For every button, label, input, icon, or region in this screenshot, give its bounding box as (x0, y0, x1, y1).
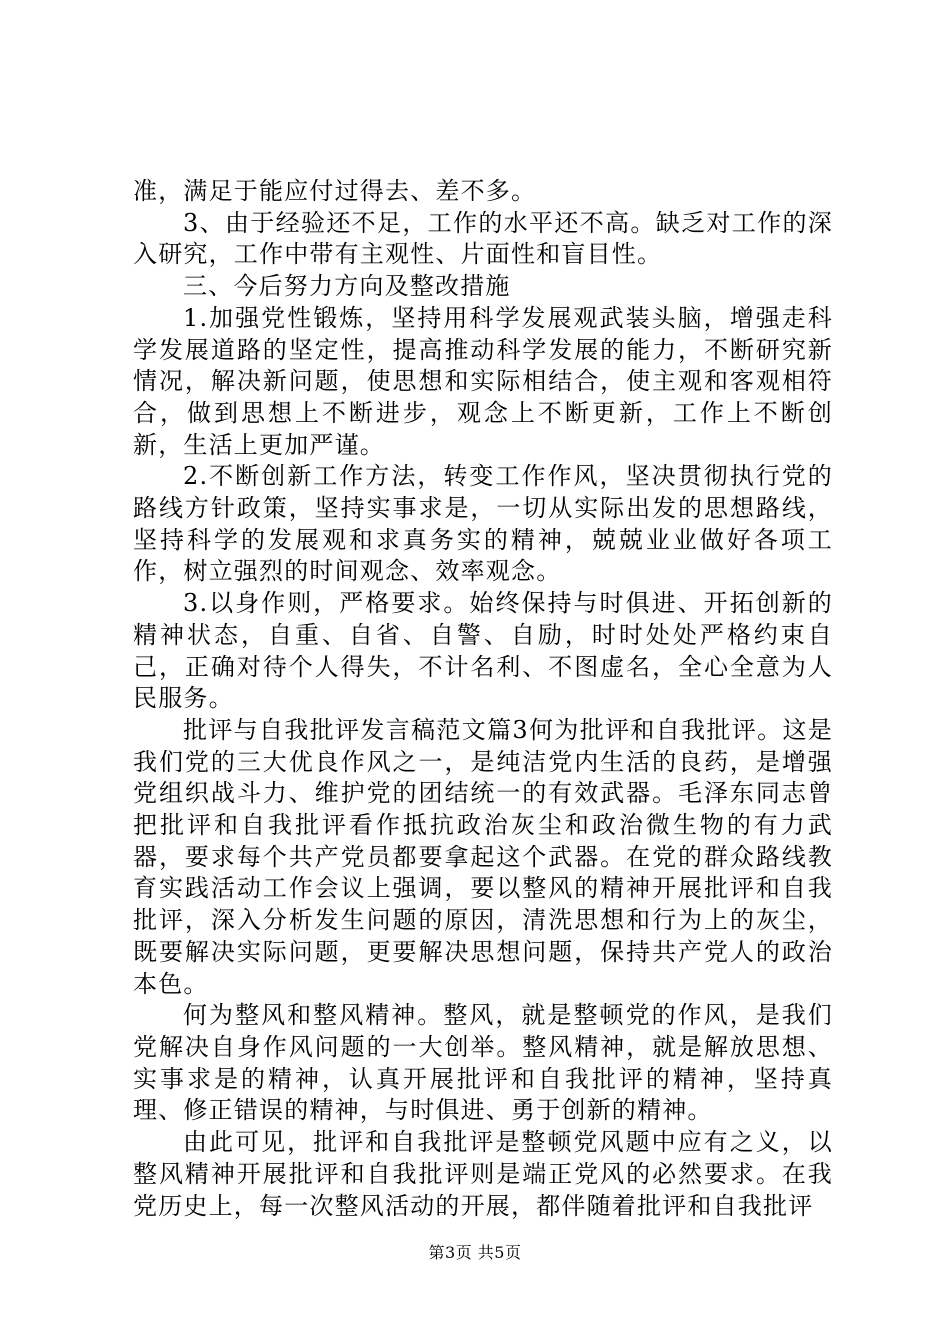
paragraph: 准，满足于能应付过得去、差不多。 (133, 177, 537, 205)
paragraph: 何为整风和整风精神。整风，就是整顿党的作风，是我们党解决自身作风问题的一大创举。整风精神，就是解放思想、实事求是的精神，认真开展批评和自我批评的精神，坚持真理、修正错误的精神，与时俱进、勇于创新的精神。 (133, 1001, 833, 1125)
document-body (133, 176, 833, 1222)
paragraph: 3.以身作则，严格要求。始终保持与时俱进、开拓创新的精神状态，自重、自省、自警、自励，时时处处严格约束自己，正确对待个人得失，不计名利、不图虚名，全心全意为人民服务。 (133, 589, 833, 713)
paragraph: 批评与自我批评发言稿范文篇3何为批评和自我批评。这是我们党的三大优良作风之一，是纯洁党内生活的良药，是增强党组织战斗力、维护党的团结统一的有效武器。毛泽东同志曾把批评和自我批评看作抵抗政治灰尘和政治微生物的有力武器，要求每个共产党员都要拿起这个武器。在党的群众路线教育实践活动工作会议上强调，要以整风的精神开展批评和自我批评，深入分析发生问题的原因，清洗思想和行为上的灰尘，既要解决实际问题，更要解决思想问题，保持共产党人的政治本色。 (133, 715, 833, 998)
paragraph: 3、由于经验还不足，工作的水平还不高。缺乏对工作的深入研究，工作中带有主观性、片面性和盲目性。 (133, 208, 833, 269)
paragraph: 1.加强党性锻炼，坚持用科学发展观武装头脑，增强走科学发展道路的坚定性，提高推动科学发展的能力，不断研究新情况，解决新问题，使思想和实际相结合，使主观和客观相符合，做到思想上不断进步，观念上不断更新，工作上不断创新，生活上更加严谨。 (133, 303, 833, 459)
page-number-footer: 第3页 共5页 (428, 1243, 522, 1262)
paragraph: 由此可见，批评和自我批评是整顿党风题中应有之义，以整风精神开展批评和自我批评则是端正党风的必然要求。在我党历史上，每一次整风活动的开展，都伴随着批评和自我批评 (133, 1128, 833, 1220)
section-heading: 三、今后努力方向及整改措施 (183, 272, 511, 301)
paragraph: 2.不断创新工作方法，转变工作作风，坚决贯彻执行党的路线方针政策，坚持实事求是，一切从实际出发的思想路线，坚持科学的发展观和求真务实的精神，兢兢业业做好各项工作，树立强烈的时间观念、效率观念。 (133, 462, 833, 586)
